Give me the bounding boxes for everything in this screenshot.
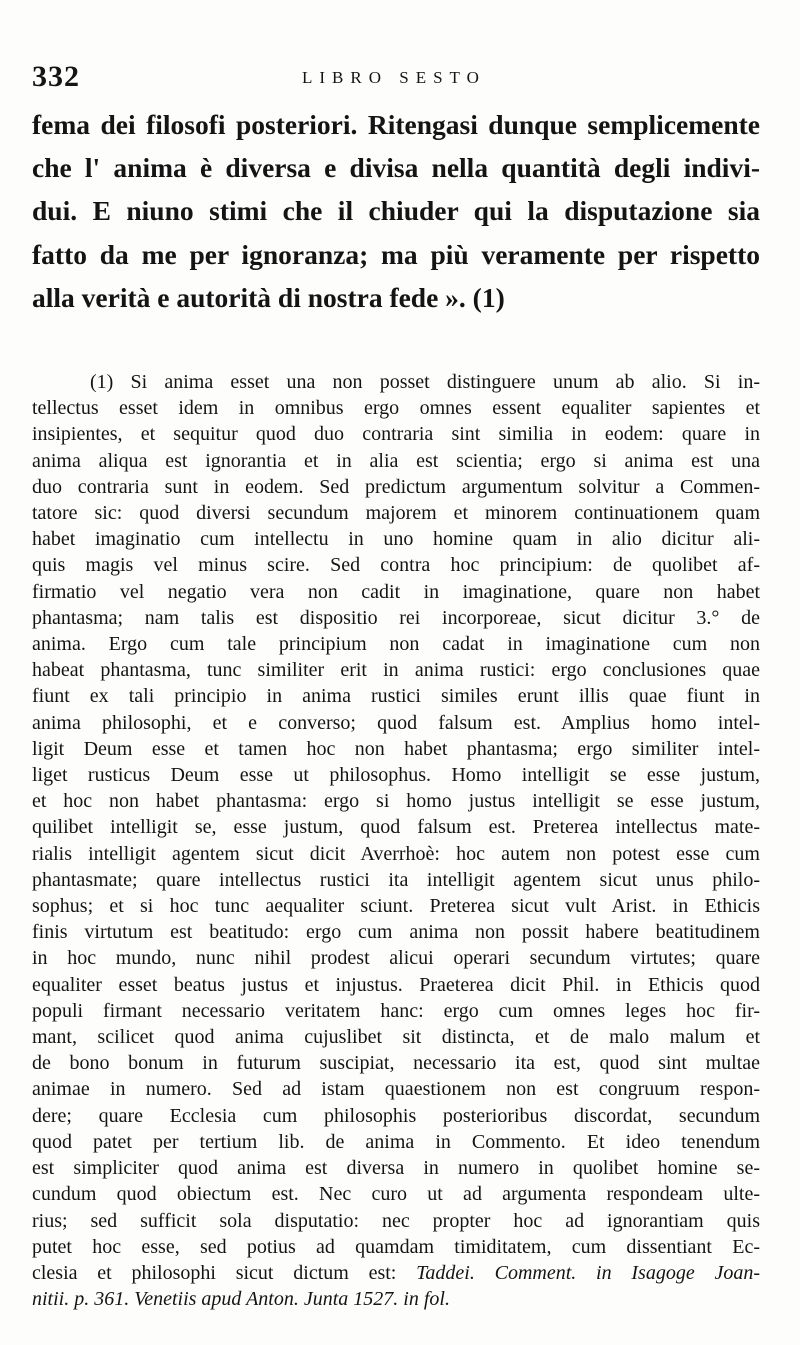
main-text-line: alla verità e autorità di nostra fede ». (1) [32, 281, 505, 313]
footnote-line: quilibet intelligit se, esse justum, quod falsum est. Preterea intellectus mate- [32, 816, 760, 839]
footnote-line: phantasma; nam talis est dispositio rei incorporeae, sicut dicitur 3.° de [32, 606, 760, 629]
footnote-line: habeat phantasma, tunc similiter erit in anima rustici: ergo conclusiones quae [32, 659, 760, 682]
footnote-line: mant, scilicet quod anima cujuslibet sit distincta, et de malo malum et [32, 1026, 760, 1049]
footnote-line: est simpliciter quod anima est diversa in numero in quolibet homine se- [32, 1157, 760, 1180]
footnote-line: de bono bonum in futurum suscipiat, necessario ita est, quod sint multae [32, 1052, 760, 1075]
footnote-line: et hoc non habet phantasma: ergo si homo justus intelligit se esse justum, [32, 790, 760, 813]
footnote-line: animae in numero. Sed ad istam quaestionem non est congruum respon- [32, 1078, 760, 1101]
footnote-line: tatore sic: quod diversi secundum majorem et minorem continuationem quam [32, 502, 760, 525]
footnote-line: ligit Deum esse et tamen hoc non habet phantasma; ergo similiter intel- [32, 737, 760, 760]
footnote-line: anima. Ergo cum tale principium non cadat in imaginatione cum non [32, 633, 760, 656]
footnote-line: quod patet per tertium lib. de anima in Commento. Et ideo tenendum [32, 1130, 760, 1153]
footnote-line: putet hoc esse, sed potius ad quamdam timiditatem, cum dissentiant Ec- [32, 1235, 760, 1258]
footnote-line-text: clesia et philosophi sicut dictum est: [32, 1261, 397, 1284]
footnote-line: anima aliqua est ignorantia et in alia est scientia; ergo si anima est una [32, 449, 760, 472]
footnote-line: finis virtutum est beatitudo: ergo cum anima non possit habere beatitudinem [32, 921, 760, 944]
main-text-line: che l' anima è diversa e divisa nella quantità degli indivi- [32, 152, 760, 184]
footnote-line: (1) Si anima esset una non posset distinguere unum ab alio. Si in- [90, 371, 760, 393]
footnote-citation-line [32, 1286, 760, 1312]
footnote-line: phantasmate; quare intellectus rustici ita intelligit agentem sicut unus philo- [32, 868, 760, 891]
footnote-line: insipientes, et sequitur quod duo contraria sint similia in eodem: quare in [32, 423, 760, 446]
footnote-line: populi firmant necessario veritatem hanc: ergo cum omnes leges hoc fir- [32, 999, 760, 1022]
footnote-line: cundum quod obiectum est. Nec curo ut ad argumenta respondeam ulte- [32, 1183, 760, 1206]
page-number: 332 [32, 60, 80, 93]
main-text-line: fema dei filosofi posteriori. Ritengasi dunque semplicemente [32, 109, 760, 140]
footnote-citation-line [32, 1260, 760, 1286]
footnote-line: sophus; et si hoc tunc aequaliter sciunt. Preterea sicut vult Arist. in Ethicis [32, 895, 760, 918]
main-text-line: dui. E niuno stimi che il chiuder qui la disputazione sia [32, 195, 760, 227]
footnote-line: in hoc mundo, nunc nihil prodest alicui operari secundum virtutes; quare [32, 947, 760, 970]
footnote-line: firmatio vel negatio vera non cadit in imaginatione, quare non habet [32, 580, 760, 603]
footnote-line: duo contraria sunt in eodem. Sed predictum argumentum solvitur a Commen- [32, 475, 760, 498]
footnote-line: quis magis vel minus scire. Sed contra hoc principium: de quolibet af- [32, 554, 760, 577]
main-text-line: fatto da me per ignoranza; ma più veramente per rispetto [32, 238, 760, 270]
citation-text: nitii. p. 361. Venetiis apud Anton. Junta 1527. in fol. [32, 1288, 450, 1311]
citation-text: Taddei. Comment. in Isagoge Joan- [416, 1261, 760, 1284]
footnote-line: anima philosophi, et e converso; quod falsum est. Amplius homo intel- [32, 711, 760, 734]
footnote-line: equaliter esset beatus justus et injustus. Praeterea dicit Phil. in Ethicis quod [32, 973, 760, 996]
footnote-line: liget rusticus Deum esse ut philosophus. Homo intelligit se esse justum, [32, 764, 760, 787]
footnote-line: rialis intelligit agentem sicut dicit Averrhoè: hoc autem non potest esse cum [32, 842, 760, 865]
running-head: LIBRO SESTO [302, 68, 486, 87]
footnote-line: dere; quare Ecclesia cum philosophis posterioribus discordat, secundum [32, 1104, 760, 1127]
footnote-line: fiunt ex tali principio in anima rustici similes erunt illis quae fiunt in [32, 685, 760, 708]
main-text-block [32, 103, 760, 319]
footnote-block [32, 369, 760, 1312]
footnote-line: habet imaginatio cum intellectu in uno homine quam in alio dicitur ali- [32, 528, 760, 551]
footnote-line: tellectus esset idem in omnibus ergo omnes essent equaliter sapientes et [32, 397, 760, 420]
page-header [32, 60, 762, 100]
footnote-line: rius; sed sufficit sola disputatio: nec propter hoc ad ignorantiam quis [32, 1209, 760, 1232]
